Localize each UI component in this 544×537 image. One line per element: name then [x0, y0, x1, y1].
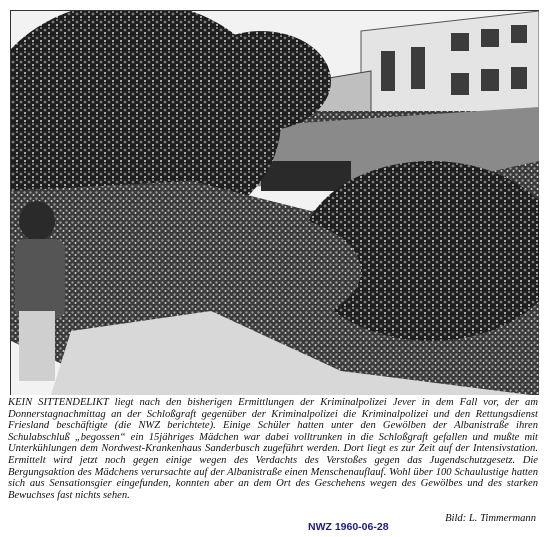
- photo-illustration: [11, 11, 539, 395]
- source-stamp: NWZ 1960-06-28: [308, 521, 389, 533]
- newspaper-clipping: [8, 8, 538, 524]
- caption-text: liegt nach den bisherigen Ermittlungen der Kriminalpolizei Jever in dem Fall vor, der am Donnerstagnachmittag an der Schloßgraft gegenüber der Kriminalpolizei die Kriminalpolizei und den Rettungsdienst Friesland beschäftigte (die NWZ berichtete). Einige Schüler hatten unter den Gewölben der Albanistraße ihren Schulabschluß „begossen“ ein 15jähriges Mädchen war dabei volltrunken in die Schloßgraft gefallen und mußte mit Unterkühlungen dem Nordwest-Krankenhaus Sanderbusch zugeführt werden. Dort liegt es zur Zeit auf der Intensivstation. Ermittelt wird jetzt noch gegen einige wegen des Verdachts des Verstoßes gegen das Jugendschutzgesetz. Die Bergungsaktion des Mädchens verursachte auf der Albanistraße einen Menschenauflauf. Wohl über 100 Schaulustige hatten sich aus Sensationsgier eingefunden, konnten aber an dem Ort des Geschehens wegen des Gewölbes und des starken Bewuchses fast nichts sehen.: [8, 397, 538, 501]
- news-photo: [10, 10, 539, 395]
- caption-lead: KEIN SITTENDELIKT: [8, 397, 109, 408]
- photo-credit: Bild: L. Timmermann: [445, 513, 536, 524]
- photo-caption: [8, 397, 538, 501]
